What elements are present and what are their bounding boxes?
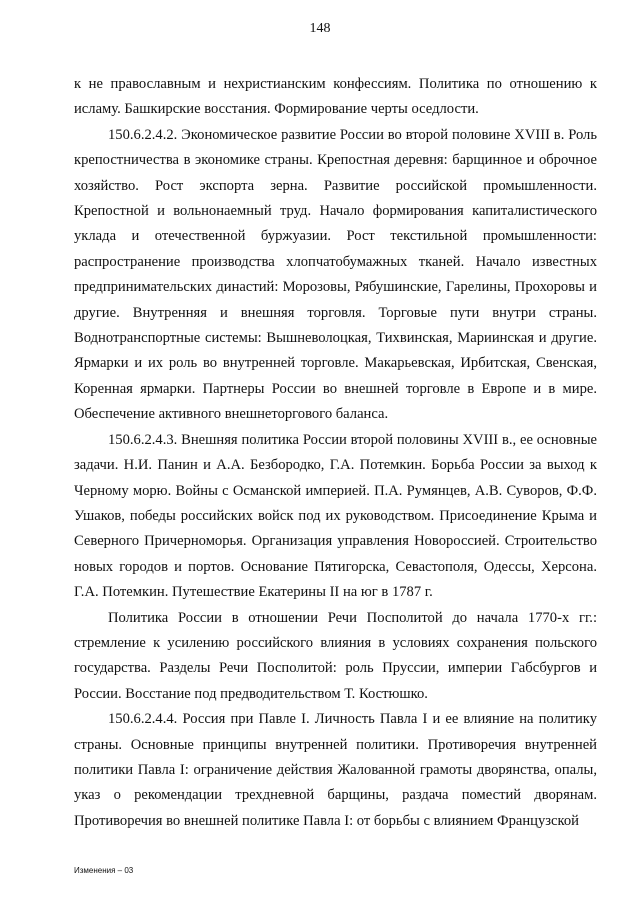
paragraph-paul-i: 150.6.2.4.4. Россия при Павле I. Личность Павла I и ее влияние на политику страны. Основные принципы внутренней политики. Противоречия внутренней политики Павла I: ограничение действия Жалованной грамоты дворянства, опалы, указ о рекомендации трехдневной барщины, раздача поместий дворянам. Противоречия во внешней политике Павла I: от борьбы с влиянием Французской [74, 711, 597, 829]
paragraph-economic-development: 150.6.2.4.2. Экономическое развитие России во второй половине XVIII в. Роль крепостничества в экономике страны. Крепостная деревня: барщинное и оброчное хозяйство. Рост экспорта зерна. Развитие российской промышленности. Крепостной и вольнонаемный труд. Начало формирования капиталистического уклада и отечественной буржуазии. Рост текстильной промышленности: распространение производства хлопчатобумажных тканей. Начало известных предпринимательских династий: Морозовы, Рябушинские, Гарелины, Прохоровы и другие. Внутренняя и внешняя торговля. Торговые пути внутри страны. Воднотранспортные системы: Вышневолоцкая, Тихвинская, Мариинская и другие. Ярмарки и их роль во внутренней торговле. Макарьевская, Ирбитская, Свенская, Коренная ярмарки. Партнеры России во внешней торговле в Европе и в мире. Обеспечение активного внешнеторгового баланса. [74, 126, 597, 423]
paragraph-rzeczpospolita-policy: Политика России в отношении Речи Посполитой до начала 1770-х гг.: стремление к усилению российского влияния в условиях сохранения польского государства. Разделы Речи Посполитой: роль Пруссии, империи Габсбургов и России. Восстание под предводительством Т. Костюшко. [74, 609, 597, 702]
paragraph-foreign-policy: 150.6.2.4.3. Внешняя политика России второй половины XVIII в., ее основные задачи. Н.И. Панин и А.А. Безбородко, Г.А. Потемкин. Борьба России за выход к Черному морю. Войны с Османской империей. П.А. Румянцев, А.В. Суворов, Ф.Ф. Ушаков, победы российских войск под их руководством. Присоединение Крыма и Северного Причерноморья. Организация управления Новороссией. Строительство новых городов и портов. Основание Пятигорска, Севастополя, Одессы, Херсона. Г.А. Потемкин. Путешествие Екатерины II на юг в 1787 г. [74, 431, 597, 601]
paragraph-continuation: к не православным и нехристианским конфессиям. Политика по отношению к исламу. Башкирские восстания. Формирование черты оседлости. [74, 76, 597, 118]
page-number: 148 [309, 21, 331, 36]
footer-revision-note: Изменения – 03 [74, 866, 134, 875]
body-text [74, 72, 597, 834]
